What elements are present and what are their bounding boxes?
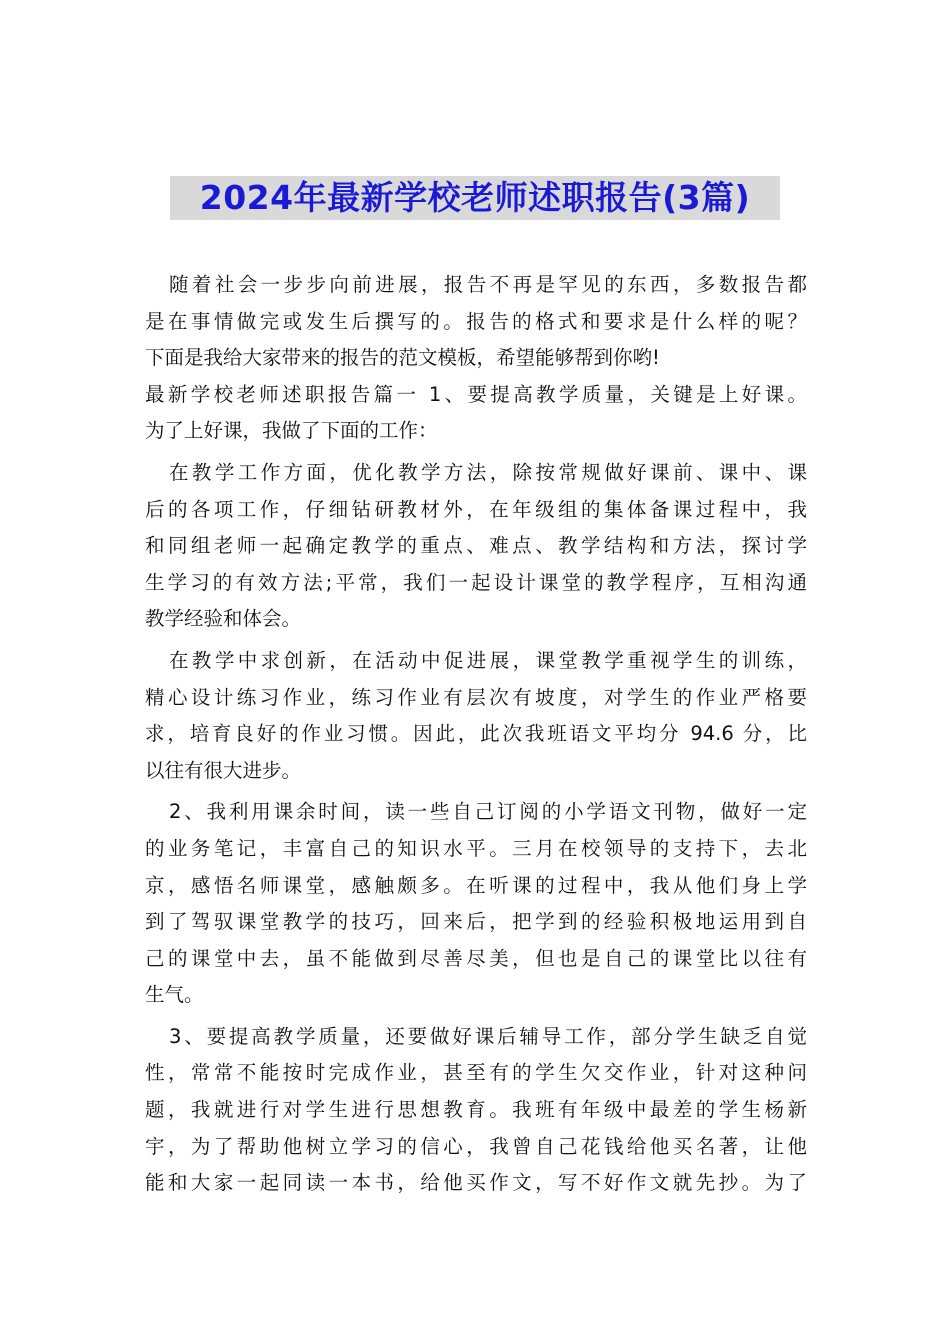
paragraph-line: 题，我就进行对学生进行思想教育。我班有年级中最差的学生杨新 (145, 1098, 807, 1122)
paragraph-line: 3、要提高教学质量，还要做好课后辅导工作，部分学生缺乏自觉 (169, 1024, 807, 1048)
document-title: 2024年最新学校老师述职报告(3篇) (170, 176, 780, 220)
paragraph-line: 最新学校老师述职报告篇一 1、要提高教学质量，关键是上好课。 (145, 382, 807, 406)
paragraph-line: 以往有很大进步。 (145, 758, 302, 782)
paragraph-line: 到了驾驭课堂教学的技巧，回来后，把学到的经验积极地运用到自 (145, 910, 807, 934)
paragraph-line: 随着社会一步步向前进展，报告不再是罕见的东西，多数报告都 (169, 273, 807, 296)
paragraph-line: 教学经验和体会。 (145, 607, 302, 631)
paragraph-line: 的业务笔记，丰富自己的知识水平。三月在校领导的支持下，去北 (145, 836, 807, 860)
paragraph-line: 京，感悟名师课堂，感触颇多。在听课的过程中，我从他们身上学 (145, 873, 807, 897)
paragraph-line: 2、我利用课余时间，读一些自己订阅的小学语文刊物，做好一定 (169, 800, 807, 824)
paragraph-line: 后的各项工作，仔细钻研教材外，在年级组的集体备课过程中，我 (145, 497, 807, 521)
paragraph-line: 下面是我给大家带来的报告的范文模板，希望能够帮到你哟! (145, 346, 660, 370)
paragraph-line: 精心设计练习作业，练习作业有层次有坡度，对学生的作业严格要 (145, 685, 807, 709)
paragraph-line: 己的课堂中去，虽不能做到尽善尽美，但也是自己的课堂比以往有 (145, 946, 807, 970)
paragraph-line: 生气。 (145, 983, 204, 1007)
paragraph-line: 是在事情做完或发生后撰写的。报告的格式和要求是什么样的呢？ (145, 309, 807, 333)
paragraph-line: 生学习的有效方法;平常，我们一起设计课堂的教学程序，互相沟通 (145, 570, 807, 594)
paragraph-line: 求，培育良好的作业习惯。因此，此次我班语文平均分 94.6 分，比 (145, 722, 807, 746)
paragraph-line: 为了上好课，我做了下面的工作： (145, 419, 438, 443)
paragraph-line: 在教学中求创新，在活动中促进展，课堂教学重视学生的训练， (169, 648, 807, 672)
paragraph-line: 在教学工作方面，优化教学方法，除按常规做好课前、课中、课 (169, 460, 807, 484)
paragraph-line: 宇，为了帮助他树立学习的信心，我曾自己花钱给他买名著，让他 (145, 1134, 807, 1158)
paragraph-line: 性，常常不能按时完成作业，甚至有的学生欠交作业，针对这种问 (145, 1061, 807, 1085)
paragraph-line: 能和大家一起同读一本书，给他买作文，写不好作文就先抄。为了 (145, 1171, 807, 1195)
paragraph-line: 和同组老师一起确定教学的重点、难点、教学结构和方法，探讨学 (145, 534, 807, 558)
document-body (145, 267, 807, 1202)
